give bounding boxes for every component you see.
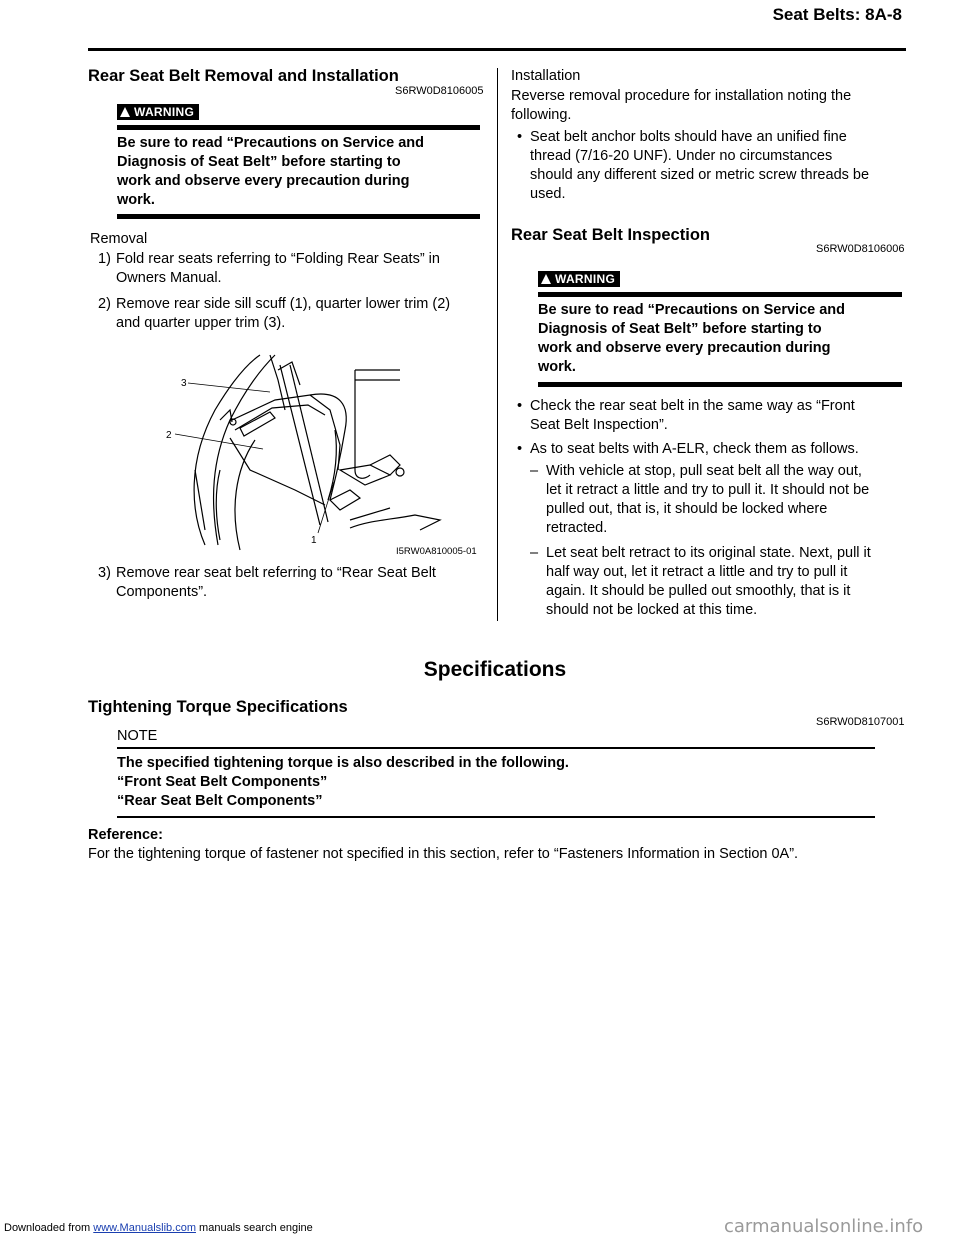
note-text: The specified tightening torque is also described in the following. “Front Seat Belt Components” “Rear Seat Belt Components” <box>117 755 569 809</box>
installation-text: Reverse removal procedure for installation noting the following. <box>511 88 852 123</box>
warning-badge-left: WARNING <box>117 103 199 121</box>
specifications-heading: Specifications <box>423 658 567 681</box>
footer-suffix: manuals search engine <box>199 1222 313 1234</box>
warning-bottom-rule-right <box>538 382 902 387</box>
callout-2: 2 <box>166 430 172 441</box>
warning-bottom-rule-left <box>117 214 480 219</box>
warning-triangle-icon <box>120 107 130 117</box>
reference-text: For the tightening torque of fastener not specified in this section, refer to “Fasteners Information in Section 0A”. <box>88 846 799 862</box>
manualslib-link[interactable]: www.Manualslib.com <box>93 1222 196 1234</box>
callout-3: 3 <box>181 378 187 389</box>
warning-text-right: Be sure to read “Precautions on Service and Diagnosis of Seat Belt” before starting to work and observe every precaution during work. <box>538 302 846 375</box>
section-code-removal: S6RW0D8106005 <box>395 85 484 97</box>
warning-text-left: Be sure to read “Precautions on Service and Diagnosis of Seat Belt” before starting to work and observe every precaution during work. <box>117 135 425 208</box>
callout-1: 1 <box>311 535 317 546</box>
download-footer <box>4 1216 924 1237</box>
watermark-text: carmanualsonline.info <box>724 1216 924 1237</box>
section-title-removal: Rear Seat Belt Removal and Installation <box>88 67 399 85</box>
callout-3-leader <box>188 383 270 392</box>
warning-top-rule-right <box>538 292 902 297</box>
reference-label: Reference: <box>88 827 163 843</box>
column-divider <box>497 68 498 621</box>
removal-heading: Removal <box>90 231 148 247</box>
trim-removal-figure <box>160 350 480 560</box>
figure-caption: I5RW0A810005-01 <box>396 546 477 557</box>
footer-prefix: Downloaded from <box>4 1222 91 1234</box>
torque-specs-title: Tightening Torque Specifications <box>88 698 348 716</box>
section-title-inspection: Rear Seat Belt Inspection <box>511 226 710 244</box>
note-top-rule <box>117 747 875 749</box>
warning-top-rule-left <box>117 125 480 130</box>
installation-heading: Installation <box>511 68 581 84</box>
header-rule <box>88 48 906 51</box>
page-title: Seat Belts: 8A-8 <box>772 5 902 24</box>
callout-2-leader <box>175 434 263 449</box>
note-bottom-rule <box>117 816 875 818</box>
note-label: NOTE <box>117 728 158 744</box>
warning-badge-right: WARNING <box>538 270 620 288</box>
torque-specs-code: S6RW0D8107001 <box>816 716 905 728</box>
section-code-inspection: S6RW0D8106006 <box>816 243 905 255</box>
warning-triangle-icon <box>541 274 551 284</box>
